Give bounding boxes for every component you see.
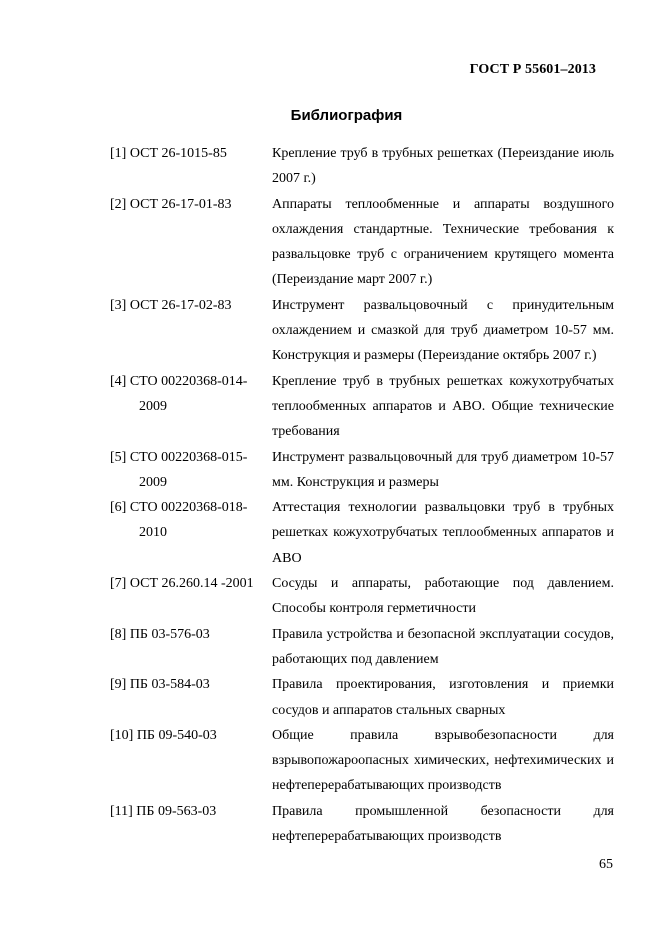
entry-description: Крепление труб в трубных решетках кожухотрубчатых теплообменных аппаратов и АВО. Общие технические требования — [272, 373, 614, 440]
bibliography-entry — [110, 141, 614, 192]
entry-reference-year: 2009 — [139, 398, 167, 414]
bibliography-entry — [110, 495, 614, 571]
entry-reference-code: [2] ОСТ 26-17-01-83 — [110, 196, 232, 212]
entry-reference-code: [11] ПБ 09-563-03 — [110, 803, 217, 819]
entry-reference — [110, 192, 272, 217]
entry-reference — [110, 141, 272, 166]
bibliography-entry — [110, 369, 614, 445]
entry-reference — [110, 445, 272, 496]
bibliography-entry — [110, 799, 614, 850]
entry-reference — [110, 369, 272, 420]
entry-reference-code: [5] СТО 00220368-015- — [110, 449, 248, 465]
bibliography-entry — [110, 192, 614, 293]
entry-description: Общие правила взрывобезопасности для взрывопожароопасных химических, нефтехимических и нефтеперерабатывающих производств — [272, 727, 614, 794]
bibliography-entry — [110, 571, 614, 622]
entry-description: Правила устройства и безопасной эксплуатации сосудов, работающих под давлением — [272, 626, 614, 667]
entry-description: Крепление труб в трубных решетках (Переиздание июль 2007 г.) — [272, 146, 614, 187]
entry-reference-code: [4] СТО 00220368-014- — [110, 373, 248, 389]
entry-reference-code: [10] ПБ 09-540-03 — [110, 727, 217, 743]
entry-reference-year: 2009 — [139, 474, 167, 490]
page-number: 65 — [599, 857, 613, 872]
bibliography-list — [110, 141, 614, 849]
entry-reference-code: [3] ОСТ 26-17-02-83 — [110, 297, 232, 313]
entry-reference-code: [1] ОСТ 26-1015-85 — [110, 146, 227, 161]
entry-reference — [110, 293, 272, 318]
entry-description: Аппараты теплообменные и аппараты воздушного охлаждения стандартные. Технические требования к развальцовке труб с ограничением крутящего момента (Переиздание март 2007 г.) — [272, 196, 614, 288]
document-code: ГОСТ Р 55601–2013 — [469, 62, 596, 77]
entry-reference — [110, 622, 272, 647]
entry-description: Правила промышленной безопасности для нефтеперерабатывающих производств — [272, 803, 614, 845]
entry-reference — [110, 799, 272, 824]
entry-reference-code: [9] ПБ 03-584-03 — [110, 677, 210, 693]
bibliography-entry — [110, 672, 614, 723]
entry-description: Инструмент развальцовочный для труб диаметром 10-57 мм. Конструкция и размеры — [272, 449, 614, 490]
entry-description: Правила проектирования, изготовления и приемки сосудов и аппаратов стальных сварных — [272, 677, 614, 718]
entry-reference-code: [6] СТО 00220368-018- — [110, 500, 248, 516]
entry-description: Инструмент развальцовочный с принудительным охлаждением и смазкой для труб диаметром 10-57 мм. Конструкция и размеры (Переиздание октябрь 2007 г.) — [272, 297, 614, 364]
entry-reference — [110, 495, 272, 546]
entry-description: Аттестация технологии развальцовки труб в трубных решетках кожухотрубчатых теплообменных аппаратов и АВО — [272, 500, 614, 566]
bibliography-title: Библиография — [290, 107, 403, 124]
entry-reference — [110, 571, 272, 596]
bibliography-entry — [110, 622, 614, 673]
entry-reference-year: 2010 — [139, 525, 167, 541]
entry-description: Сосуды и аппараты, работающие под давлением. Способы контроля герметичности — [272, 576, 614, 617]
bibliography-entry — [110, 445, 614, 496]
entry-reference — [110, 672, 272, 697]
entry-reference-code: [7] ОСТ 26.260.14 -2001 — [110, 576, 254, 592]
entry-reference — [110, 723, 272, 748]
entry-reference-code: [8] ПБ 03-576-03 — [110, 626, 210, 642]
bibliography-entry — [110, 293, 614, 369]
bibliography-entry — [110, 723, 614, 799]
